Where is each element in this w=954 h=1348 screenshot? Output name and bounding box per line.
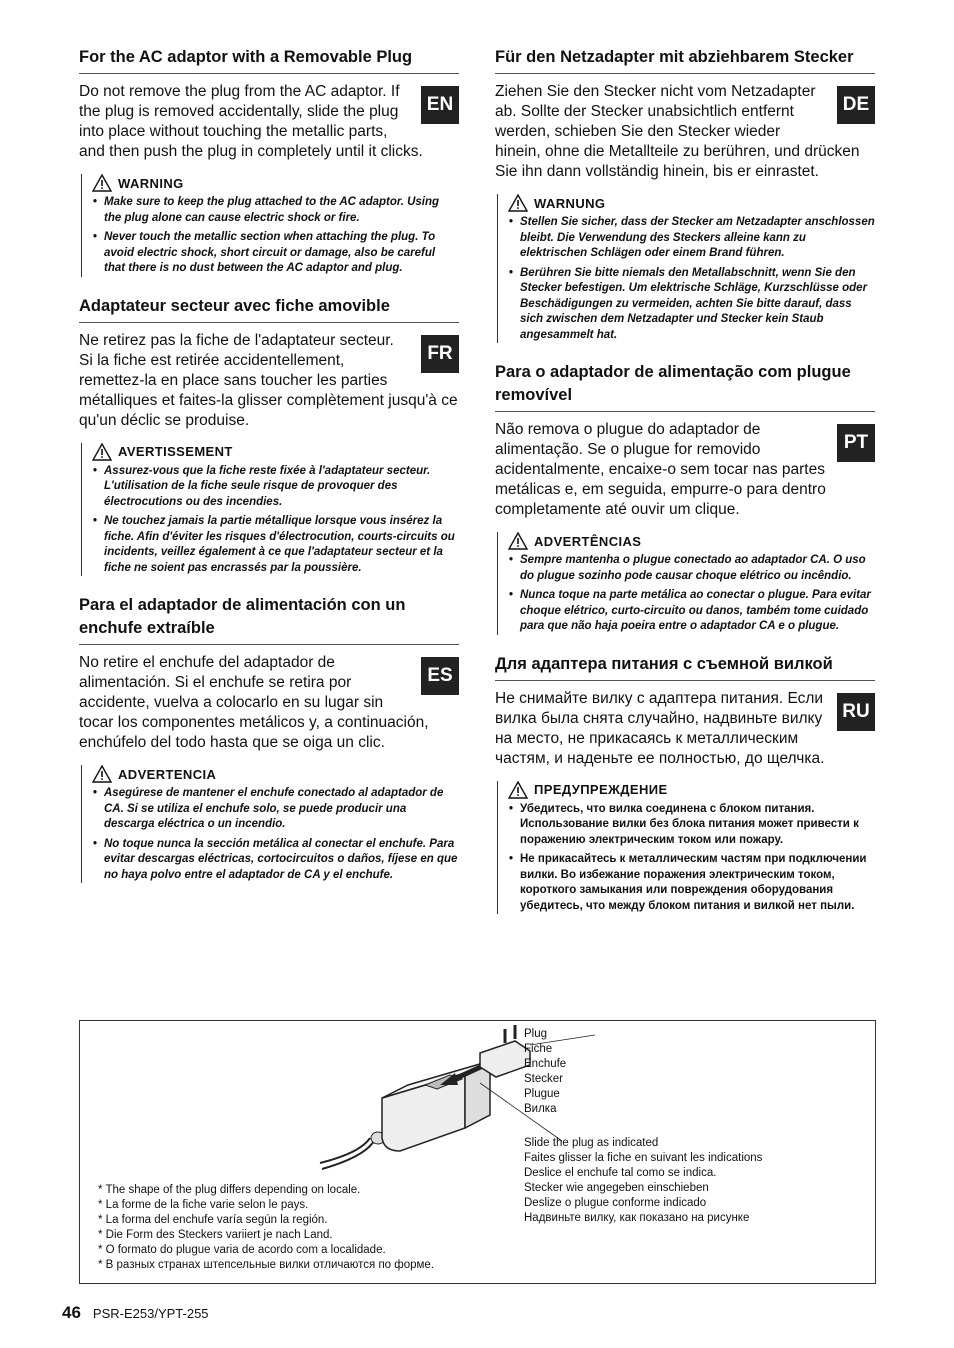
warning-item: • Asegúrese de mantener el enchufe conectado al adaptador de CA. Si se utiliza el enchufe solo, se puede producir una descarga eléctrica o un incendio. xyxy=(104,786,459,833)
warning-title: WARNUNG xyxy=(534,195,606,211)
plug-note: * The shape of the plug differs depending on locale. xyxy=(98,1184,361,1196)
warning-triangle-icon xyxy=(508,781,528,799)
warning-item: • Assurez-vous que la fiche reste fixée à l'adaptateur secteur. L'utilisation de la fiche seule risque de provoquer des électrocutions ou des incendies. xyxy=(104,464,459,511)
plug-note: * O formato do plugue varia de acordo com a localidade. xyxy=(98,1244,386,1256)
warning-item: • Make sure to keep the plug attached to the AC adaptor. Using the plug alone can cause electric shock or fire. xyxy=(104,195,459,226)
warning-title-row xyxy=(92,765,459,783)
warning-block xyxy=(81,765,459,883)
left-column xyxy=(79,46,459,887)
plug-label: Plugue xyxy=(524,1088,560,1100)
warning-title: ADVERTÊNCIAS xyxy=(534,533,642,549)
section-heading: For the AC adaptor with a Removable Plug xyxy=(79,46,459,74)
plug-figure-box xyxy=(79,1020,876,1284)
plug-label: Stecker xyxy=(524,1073,563,1085)
warning-title: ADVERTENCIA xyxy=(118,766,217,782)
plug-note: * Die Form des Steckers variiert je nach Land. xyxy=(98,1229,333,1241)
warning-block xyxy=(497,781,875,915)
warning-triangle-icon xyxy=(92,443,112,461)
warning-triangle-icon xyxy=(508,532,528,550)
section-intro: No retire el enchufe del adaptador de alimentación. Si el enchufe se retira por accidente, vuelva a colocarlo en su lugar sin tocar los componentes metálicos y, a continuación, enchúfelo del todo hasta que se oiga un clic. xyxy=(79,654,429,751)
language-badge: FR xyxy=(421,335,459,373)
warning-block xyxy=(497,194,875,343)
section-pt xyxy=(495,361,875,635)
plug-label: Plug xyxy=(524,1028,548,1040)
section-de xyxy=(495,46,875,343)
warning-block xyxy=(81,174,459,277)
warning-list xyxy=(508,215,875,343)
warning-title-row xyxy=(508,781,875,799)
page-number: 46 xyxy=(62,1303,81,1322)
slide-instruction: Deslize o plugue conforme indicado xyxy=(524,1197,707,1209)
plug-note: * La forme de la fiche varie selon le pays. xyxy=(98,1199,309,1211)
section-heading: Für den Netzadapter mit abziehbarem Stecker xyxy=(495,46,875,74)
plug-labels xyxy=(524,1027,566,1117)
section-en xyxy=(79,46,459,277)
warning-triangle-icon xyxy=(92,174,112,192)
warning-triangle-icon xyxy=(508,194,528,212)
section-intro: Do not remove the plug from the AC adaptor. If the plug is removed accidentally, slide the plug into place without touching the metallic parts, and then push the plug in completely until it clicks. xyxy=(79,83,423,160)
warning-title-row xyxy=(508,194,875,212)
plug-note: * В разных странах штепсельные вилки отличаются по форме. xyxy=(98,1259,435,1271)
language-badge: ES xyxy=(421,657,459,695)
language-badge: EN xyxy=(421,86,459,124)
language-badge: DE xyxy=(837,86,875,124)
language-badge: PT xyxy=(837,424,875,462)
warning-item: • Убедитесь, что вилка соединена с блоком питания. Использование вилки без блока питания может привести к поражению электрическим током или пожару. xyxy=(520,802,875,849)
warning-item: • Sempre mantenha o plugue conectado ao adaptador CA. O uso do plugue sozinho pode causar choque elétrico ou incêndio. xyxy=(520,553,875,584)
section-intro: Ne retirez pas la fiche de l'adaptateur secteur. Si la fiche est retirée accidentellement, remettez-la en place sans toucher les parties métalliques et faites-la glisser complètement jusqu'à ce qu'un déclic se produise. xyxy=(79,331,458,429)
plug-note: * La forma del enchufe varía según la región. xyxy=(98,1214,328,1226)
warning-list xyxy=(508,553,875,635)
warning-title: ПРЕДУПРЕЖДЕНИЕ xyxy=(534,782,668,797)
section-es xyxy=(79,594,459,883)
warning-item: • Never touch the metallic section when attaching the plug. To avoid electric shock, short circuit or damage, also be careful that there is no dust between the AC adaptor and plug. xyxy=(104,230,459,277)
warning-item: • Stellen Sie sicher, dass der Stecker am Netzadapter anschlossen bleibt. Die Verwendung des Steckers alleine kann zu elektrischen Schlägen oder einem Brand führen. xyxy=(520,215,875,262)
section-ru xyxy=(495,653,875,915)
section-heading: Для адаптера питания с съемной вилкой xyxy=(495,653,875,681)
language-badge: RU xyxy=(837,693,875,731)
section-heading: Para el adaptador de alimentación con un enchufe extraíble xyxy=(79,594,459,645)
warning-title-row xyxy=(92,174,459,192)
warning-triangle-icon xyxy=(92,765,112,783)
warning-title: AVERTISSEMENT xyxy=(118,444,233,459)
warning-title-row xyxy=(508,532,875,550)
section-heading: Para o adaptador de alimentação com plugue removível xyxy=(495,361,875,412)
warning-list xyxy=(92,464,459,577)
plug-notes xyxy=(98,1183,434,1273)
plug-label: Вилка xyxy=(524,1103,557,1115)
plug-label: Enchufe xyxy=(524,1058,567,1070)
warning-block xyxy=(81,443,459,577)
model-name: PSR-E253/YPT-255 xyxy=(92,1306,209,1321)
warning-list xyxy=(92,786,459,883)
right-column xyxy=(495,46,875,918)
warning-title-row xyxy=(92,443,459,461)
warning-list xyxy=(508,802,875,915)
section-fr xyxy=(79,295,459,577)
plug-label: Fiche xyxy=(524,1043,553,1055)
section-heading: Adaptateur secteur avec fiche amovible xyxy=(79,295,459,323)
warning-item: • Не прикасайтесь к металлическим частям при подключении вилки. Во избежание поражения электрическим током, короткого замыкания или повреждения оборудования убедитесь, что между блоком питания и вилкой нет пыли. xyxy=(520,852,875,914)
warning-item: • Berühren Sie bitte niemals den Metallabschnitt, wenn Sie den Stecker befestigen. Um elektrische Schläge, Kurzschlüsse oder Beschädigungen zu vermeiden, achten Sie bitte darauf, dass sich zwischen dem Netzadapter und Stecker kein Staub angesammelt hat. xyxy=(520,266,875,344)
page-footer xyxy=(62,1303,209,1323)
section-intro: Ziehen Sie den Stecker nicht vom Netzadapter ab. Sollte der Stecker unabsichtlich entfernt werden, schieben Sie den Stecker wieder hinein, ohne die Metallteile zu berühren, und drücken Sie ihn dann vollständig hinein, bis er einrastet. xyxy=(495,83,860,180)
warning-title: WARNING xyxy=(118,175,184,191)
warning-item: • Ne touchez jamais la partie métallique lorsque vous insérez la fiche. Afin d'éviter les risques d'électrocution, courts-circuits ou incidents, veillez également à ce que l'adaptateur secteur et la fiche ne soient pas encrassés par la poussière. xyxy=(104,514,459,576)
warning-list xyxy=(92,195,459,277)
section-intro: Не снимайте вилку с адаптера питания. Если вилка была снята случайно, надвиньте вилку на место, не прикасаясь к металлическим частям, и наденьте ее полностью, до щелчка. xyxy=(495,689,825,767)
slide-instruction: Faites glisser la fiche en suivant les indications xyxy=(524,1152,763,1164)
slide-labels xyxy=(524,1136,762,1226)
section-intro: Não remova o plugue do adaptador de alimentação. Se o plugue for removido acidentalmente, encaixe-o sem tocar nas partes metálicas e, em seguida, empurre-o para dentro completamente até ouvir um clique. xyxy=(495,421,826,518)
slide-instruction: Slide the plug as indicated xyxy=(524,1137,659,1149)
warning-item: • Nunca toque na parte metálica ao conectar o plugue. Para evitar choque elétrico, curto-circuito ou danos, também tome cuidado para que não haja poeira entre o adaptador CA e o plugue. xyxy=(520,588,875,635)
slide-instruction: Stecker wie angegeben einschieben xyxy=(524,1182,709,1194)
slide-instruction: Надвиньте вилку, как показано на рисунке xyxy=(524,1212,750,1224)
warning-item: • No toque nunca la sección metálica al conectar el enchufe. Para evitar descargas eléctricas, cortocircuitos o daños, fíjese en que no haya polvo entre el adaptador de CA y el enchufe. xyxy=(104,837,459,884)
warning-block xyxy=(497,532,875,635)
slide-instruction: Deslice el enchufe tal como se indica. xyxy=(524,1167,717,1179)
